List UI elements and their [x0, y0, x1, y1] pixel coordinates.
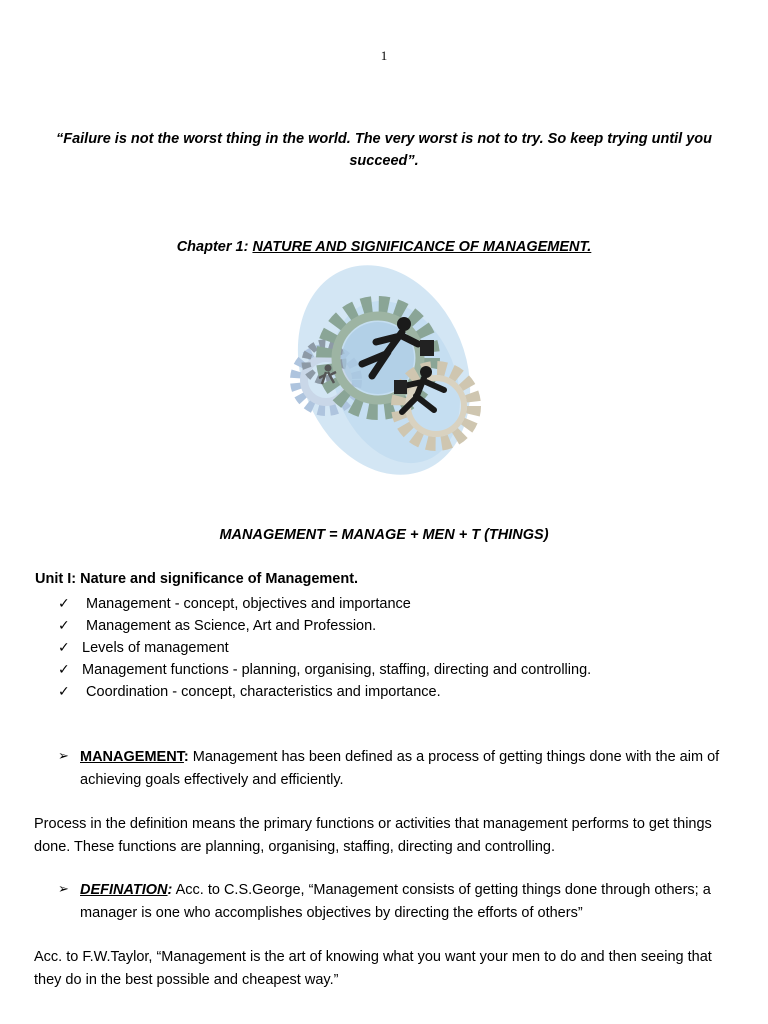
list-item	[58, 615, 591, 637]
arrow-bullet-icon: ➢	[58, 749, 69, 764]
definition-term: DEFINATION	[80, 882, 168, 898]
process-paragraph: Process in the definition means the primary functions or activities that management performs to get things done. These functions are planning, organising, staffing, directing and controlling.	[34, 816, 712, 855]
management-colon: :	[183, 749, 189, 765]
check-icon: ✓	[58, 640, 70, 656]
check-icon: ✓	[58, 596, 70, 612]
list-item-text: Management functions - planning, organising, staffing, directing and controlling.	[82, 662, 592, 678]
unit-checklist	[58, 593, 591, 703]
list-item-text: Levels of management	[82, 640, 229, 656]
definition-colon: :	[167, 882, 173, 898]
arrow-bullet-icon: ➢	[58, 882, 69, 897]
definition-bullet	[58, 879, 738, 924]
list-item-text: Coordination - concept, characteristics and importance.	[82, 684, 441, 700]
motivational-quote: “Failure is not the worst thing in the world. The very worst is not to try. So keep trying until you succeed”.	[55, 131, 713, 169]
list-item	[58, 637, 591, 659]
page-number: 1	[380, 48, 388, 63]
list-item	[58, 593, 591, 615]
taylor-paragraph: Acc. to F.W.Taylor, “Management is the art of knowing what you want your men to do and then seeing that they do in the best possible and cheapest way.”	[34, 949, 712, 988]
definition-text: Acc. to C.S.George, “Management consists of getting things done through others; a manager is one who accomplishes objectives by directing the efforts of others”	[80, 882, 711, 921]
list-item	[58, 659, 591, 681]
chapter-title: NATURE AND SIGNIFICANCE OF MANAGEMENT.	[252, 239, 592, 255]
chapter-prefix: Chapter 1	[176, 239, 244, 255]
management-definition-bullet	[58, 746, 738, 791]
management-term: MANAGEMENT	[80, 749, 184, 765]
check-icon: ✓	[58, 662, 70, 678]
management-text: Management has been defined as a process of getting things done with the aim of achieving goals effectively and efficiently.	[80, 749, 720, 788]
list-item-text: Management as Science, Art and Profession.	[82, 618, 377, 634]
gears-businessmen-clipart-icon	[276, 262, 488, 480]
list-item	[58, 681, 591, 703]
management-formula: MANAGEMENT = MANAGE + MEN + T (THINGS)	[219, 527, 549, 543]
unit-title: Unit I: Nature and significance of Management.	[35, 571, 359, 587]
check-icon: ✓	[58, 618, 70, 634]
chapter-separator: :	[243, 239, 253, 255]
chapter-heading	[0, 239, 768, 255]
check-icon: ✓	[58, 684, 70, 700]
list-item-text: Management - concept, objectives and importance	[82, 596, 411, 612]
